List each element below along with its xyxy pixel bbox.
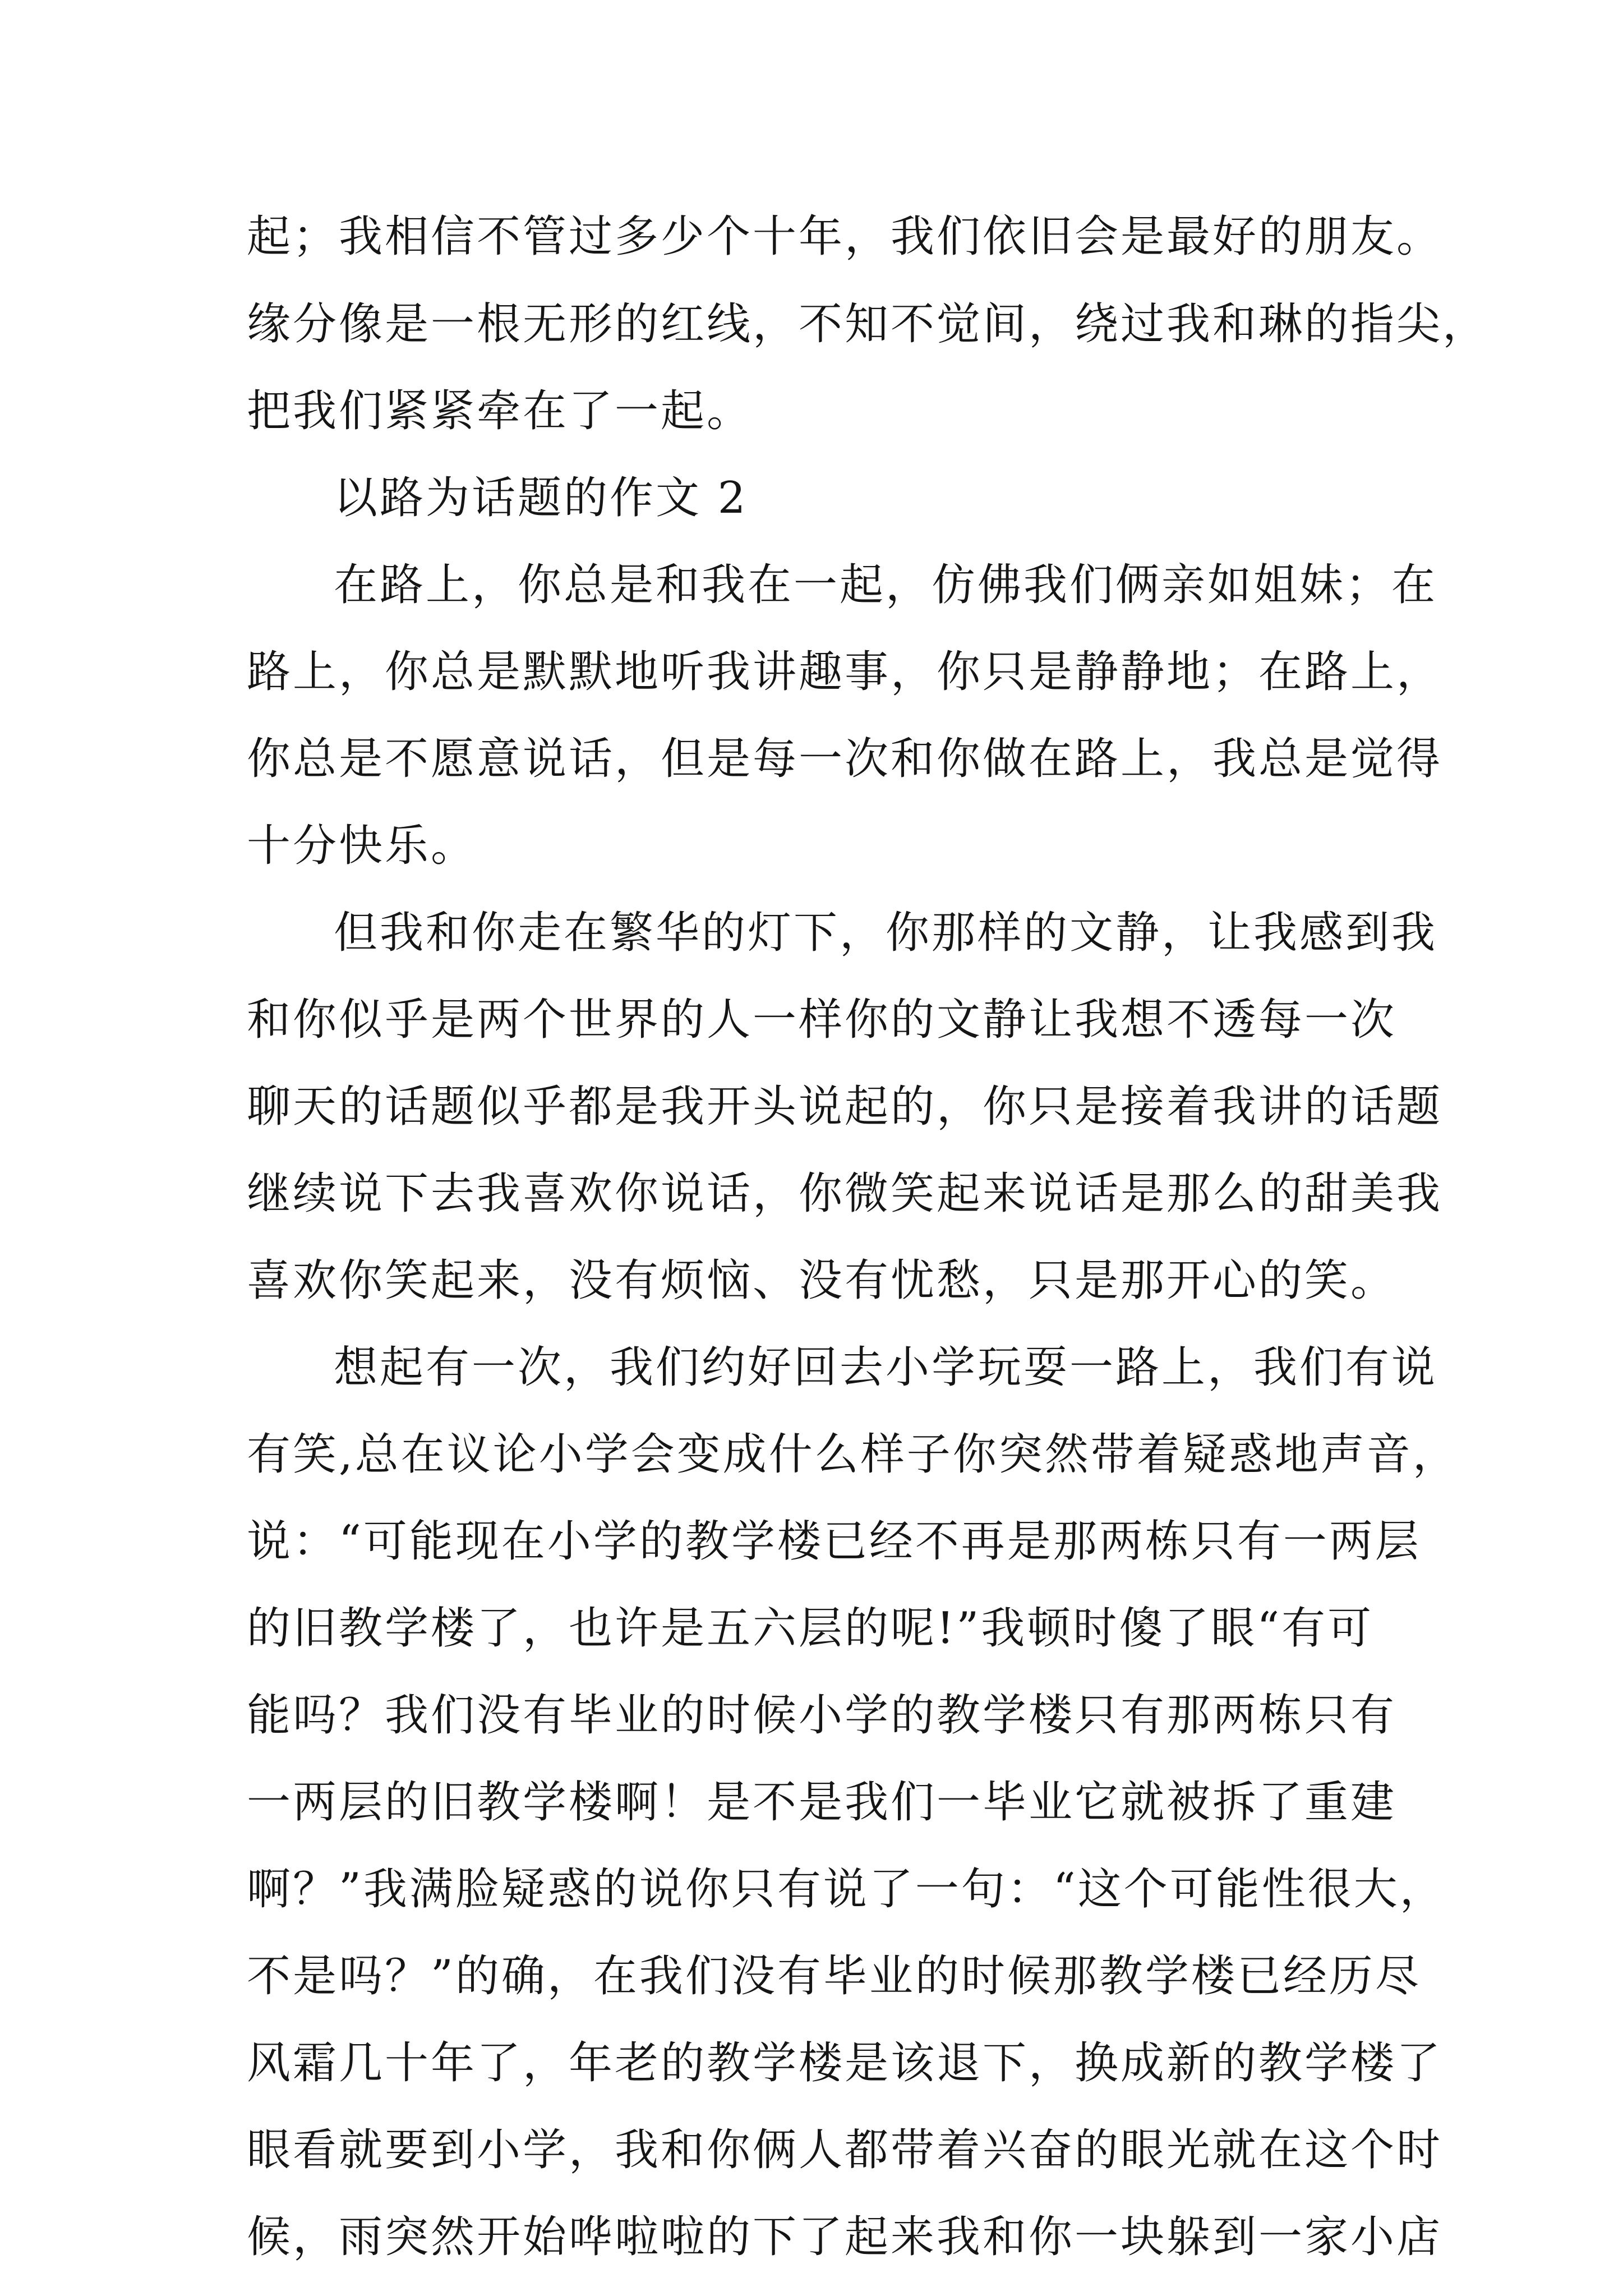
text-line: 风霜几十年了，年老的教学楼是该退下，换成新的教学楼了 xyxy=(247,2038,1443,2088)
text-line: 十分快乐。 xyxy=(247,821,477,871)
text-line: 但我和你走在繁华的灯下，你那样的文静，让我感到我 xyxy=(334,908,1438,958)
text-line: 一两层的旧教学楼啊！是不是我们一毕业它就被拆了重建 xyxy=(247,1777,1397,1828)
text-line: 在路上，你总是和我在一起，仿佛我们俩亲如姐妹；在 xyxy=(334,560,1438,610)
text-line: 路上，你总是默默地听我讲趣事，你只是静静地；在路上， xyxy=(247,647,1443,697)
text-line: 不是吗？”的确，在我们没有毕业的时候那教学楼已经历尽 xyxy=(247,1951,1421,2001)
text-line: 有笑,总在议论小学会变成什么样子你突然带着疑惑地声音， xyxy=(247,1429,1459,1480)
text-line: 把我们紧紧牵在了一起。 xyxy=(247,386,753,436)
text-line: 想起有一次，我们约好回去小学玩耍一路上，我们有说 xyxy=(334,1342,1438,1393)
section-heading: 以路为话题的作文 2 xyxy=(334,473,748,523)
text-line: 眼看就要到小学，我和你俩人都带着兴奋的眼光就在这个时 xyxy=(247,2125,1443,2175)
text-line: 起；我相信不管过多少个十年，我们依旧会是最好的朋友。 xyxy=(247,211,1443,262)
text-line: 缘分像是一根无形的红线，不知不觉间，绕过我和琳的指尖， xyxy=(247,299,1489,349)
text-line: 聊天的话题似乎都是我开头说起的，你只是接着我讲的话题 xyxy=(247,1082,1443,1132)
text-line: 你总是不愿意说话，但是每一次和你做在路上，我总是觉得 xyxy=(247,734,1443,784)
text-line: 候，雨突然开始哗啦啦的下了起来我和你一块躲到一家小店 xyxy=(247,2212,1443,2262)
text-line: 继续说下去我喜欢你说话，你微笑起来说话是那么的甜美我 xyxy=(247,1168,1443,1219)
text-line: 和你似乎是两个世界的人一样你的文静让我想不透每一次 xyxy=(247,995,1397,1045)
text-line: 的旧教学楼了，也许是五六层的呢!”我顿时傻了眼“有可 xyxy=(247,1603,1374,1654)
text-line: 说：“可能现在小学的教学楼已经不再是那两栋只有一两层 xyxy=(247,1516,1421,1567)
text-line: 喜欢你笑起来，没有烦恼、没有忧愁，只是那开心的笑。 xyxy=(247,1255,1397,1306)
text-line: 啊？”我满脸疑惑的说你只有说了一句：“这个可能性很大， xyxy=(247,1864,1446,1915)
text-line: 能吗？我们没有毕业的时候小学的教学楼只有那两栋只有 xyxy=(247,1690,1397,1741)
